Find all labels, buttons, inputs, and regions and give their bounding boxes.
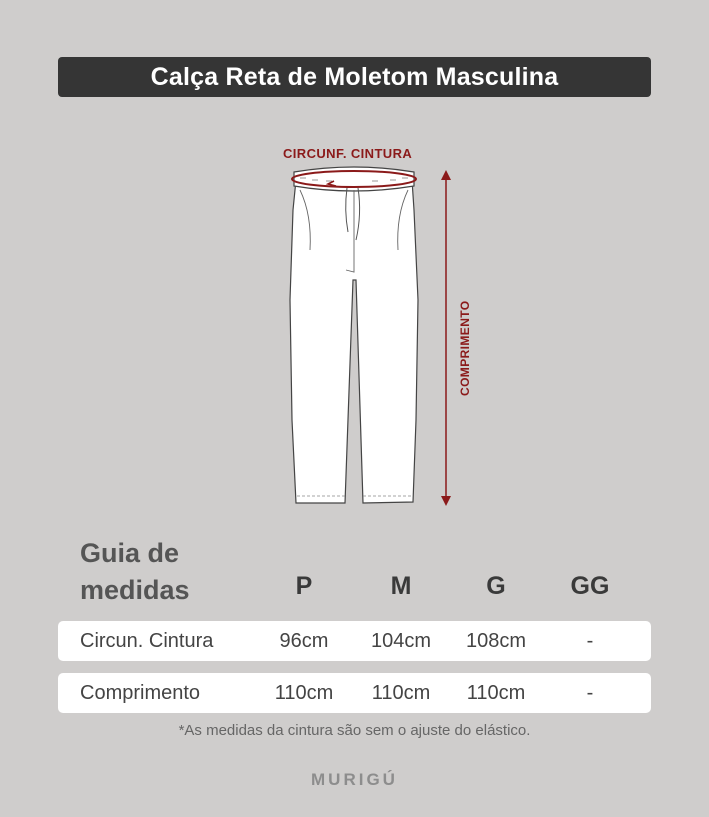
page-title: Calça Reta de Moletom Masculina bbox=[150, 62, 559, 91]
guide-title bbox=[80, 535, 280, 609]
table-row-waist bbox=[58, 621, 651, 661]
title-bar bbox=[58, 57, 651, 97]
cell-g: 110cm bbox=[466, 682, 526, 704]
guide-title-line1: Guia de bbox=[80, 538, 180, 568]
guide-title-line2: medidas bbox=[80, 575, 190, 605]
size-header-gg: GG bbox=[570, 572, 610, 600]
cell-p: 110cm bbox=[274, 682, 334, 704]
waist-label: CIRCUNF. CINTURA bbox=[283, 146, 413, 161]
cell-p: 96cm bbox=[279, 630, 329, 652]
table-row-length bbox=[58, 673, 651, 713]
size-header-p: P bbox=[295, 572, 313, 600]
size-header-m: M bbox=[390, 572, 412, 600]
length-label: COMPRIMENTO bbox=[458, 300, 472, 396]
row-label: Circun. Cintura bbox=[80, 630, 214, 652]
brand-logo: MURIGÚ bbox=[311, 770, 398, 789]
cell-gg: - bbox=[586, 630, 594, 652]
footnote: *As medidas da cintura são sem o ajuste do elástico. bbox=[178, 722, 531, 739]
row-label: Comprimento bbox=[80, 682, 201, 704]
size-header-g: G bbox=[486, 572, 506, 600]
cell-m: 104cm bbox=[370, 630, 432, 652]
cell-gg: - bbox=[586, 682, 594, 704]
cell-m: 110cm bbox=[371, 682, 431, 704]
cell-g: 108cm bbox=[465, 630, 527, 652]
